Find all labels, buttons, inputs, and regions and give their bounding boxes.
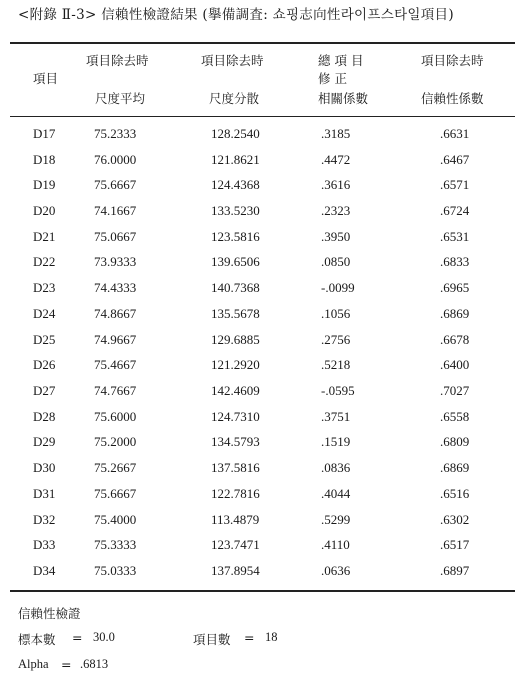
cell-alpha-if-deleted: .6809 [440,434,470,450]
cell-item-id: D18 [33,151,56,167]
table-row [0,558,520,584]
cell-scale-variance: 123.5816 [211,228,260,244]
header-corrected-correlation-line2: 修 正 [318,71,347,86]
cell-scale-variance: 142.4609 [211,383,260,399]
page-title: <附錄 Ⅱ-3> 信賴性檢證結果 (擧備調査: 쇼핑志向性라이프스타일項目) [18,7,454,23]
table-row [0,430,520,456]
cell-alpha-if-deleted: .6724 [440,203,470,219]
cell-scale-mean: 75.6000 [94,408,137,424]
cell-alpha-if-deleted: .6571 [440,177,470,193]
cell-item-id: D24 [33,305,56,321]
table-row [0,198,520,224]
cell-scale-mean: 74.8667 [94,305,137,321]
table-row [0,301,520,327]
cell-alpha-if-deleted: .6516 [440,485,470,501]
cell-scale-mean: 75.6667 [94,485,137,501]
cell-item-id: D22 [33,254,56,270]
cell-item-id: D26 [33,357,56,373]
table-row [0,275,520,301]
header-scale-variance-line2: 尺度分散 [209,91,260,106]
items-value: 18 [265,630,278,644]
cell-alpha-if-deleted: .6869 [440,460,470,476]
table-row [0,250,520,276]
cell-alpha-if-deleted: .6965 [440,280,470,296]
cell-scale-variance: 128.2540 [211,125,260,141]
cell-alpha-if-deleted: .6678 [440,331,470,347]
cell-scale-mean: 74.7667 [94,383,137,399]
cell-alpha-if-deleted: .6833 [440,254,470,270]
cell-scale-mean: 75.3333 [94,537,137,553]
cell-corrected-correlation: .3751 [321,408,351,424]
cell-scale-variance: 122.7816 [211,485,260,501]
cell-scale-variance: 137.5816 [211,460,260,476]
cell-scale-variance: 124.7310 [211,408,260,424]
cell-scale-mean: 75.2333 [94,125,137,141]
cell-item-id: D34 [33,563,56,579]
cell-scale-variance: 139.6506 [211,254,260,270]
cell-scale-mean: 75.0333 [94,563,137,579]
cell-item-id: D30 [33,460,56,476]
cell-item-id: D29 [33,434,56,450]
table-row [0,404,520,430]
table-row [0,533,520,559]
header-scale-variance-line1: 項目除去時 [201,53,264,68]
cell-corrected-correlation: .5218 [321,357,351,373]
cell-item-id: D17 [33,125,56,141]
cell-corrected-correlation: .5299 [321,511,351,527]
table-bottom-rule [10,590,515,592]
cell-scale-variance: 140.7368 [211,280,260,296]
cell-corrected-correlation: .3185 [321,125,351,141]
cell-scale-variance: 133.5230 [211,203,260,219]
cell-corrected-correlation: .1519 [321,434,351,450]
cell-item-id: D19 [33,177,56,193]
cell-scale-mean: 74.4333 [94,280,137,296]
cell-item-id: D31 [33,485,56,501]
cell-alpha-if-deleted: .6517 [440,537,470,553]
table-row [0,224,520,250]
cell-scale-mean: 73.9333 [94,254,137,270]
reliability-table-body [0,121,520,584]
table-row [0,121,520,147]
header-alpha-if-deleted-line1: 項目除去時 [421,53,484,68]
cell-scale-mean: 75.4667 [94,357,137,373]
cell-corrected-correlation: .0636 [321,563,351,579]
cases-value: 30.0 [93,630,115,644]
cell-item-id: D25 [33,331,56,347]
cell-scale-mean: 75.4000 [94,511,137,527]
cell-scale-mean: 75.2667 [94,460,137,476]
cell-scale-mean: 75.6667 [94,177,137,193]
cell-item-id: D28 [33,408,56,424]
cell-corrected-correlation: .2756 [321,331,351,347]
cell-alpha-if-deleted: .7027 [440,383,470,399]
cell-corrected-correlation: .0836 [321,460,351,476]
cell-corrected-correlation: .4110 [321,537,350,553]
cell-alpha-if-deleted: .6558 [440,408,470,424]
header-corrected-correlation-line3: 相關係數 [318,91,369,106]
alpha-value: .6813 [80,657,109,671]
header-corrected-correlation-line1: 總 項 目 [318,53,364,68]
table-row [0,507,520,533]
cell-item-id: D27 [33,383,56,399]
cell-item-id: D20 [33,203,56,219]
reliability-table [0,121,520,584]
table-row [0,327,520,353]
cell-alpha-if-deleted: .6400 [440,357,470,373]
header-scale-mean-line1: 項目除去時 [86,53,149,68]
table-row [0,378,520,404]
table-row [0,352,520,378]
table-header-rule [10,116,515,117]
header-scale-mean-line2: 尺度平均 [95,91,146,106]
cell-scale-variance: 113.4879 [211,511,260,527]
cell-alpha-if-deleted: .6302 [440,511,470,527]
cell-scale-variance: 123.7471 [211,537,260,553]
cell-corrected-correlation: .4044 [321,485,351,501]
cell-alpha-if-deleted: .6869 [440,305,470,321]
table-row [0,481,520,507]
cases-label: 標本數 [18,632,56,647]
cell-scale-variance: 121.8621 [211,151,260,167]
alpha-equals: = [61,657,72,672]
cell-corrected-correlation: .3616 [321,177,351,193]
cell-scale-variance: 134.5793 [211,434,260,450]
items-label: 項目數 [193,632,231,647]
cell-scale-variance: 129.6885 [211,331,260,347]
cell-alpha-if-deleted: .6897 [440,563,470,579]
cell-scale-mean: 74.9667 [94,331,137,347]
cell-scale-mean: 74.1667 [94,203,137,219]
cell-alpha-if-deleted: .6631 [440,125,470,141]
cell-item-id: D33 [33,537,56,553]
cell-corrected-correlation: .0850 [321,254,351,270]
cell-alpha-if-deleted: .6467 [440,151,470,167]
cell-scale-mean: 76.0000 [94,151,137,167]
cell-item-id: D23 [33,280,56,296]
cell-scale-variance: 137.8954 [211,563,260,579]
cell-scale-variance: 121.2920 [211,357,260,373]
table-row [0,172,520,198]
cell-scale-variance: 124.4368 [211,177,260,193]
header-alpha-if-deleted-line2: 信賴性係數 [421,91,484,106]
cell-corrected-correlation: .3950 [321,228,351,244]
cell-corrected-correlation: -.0099 [321,280,355,296]
cell-item-id: D21 [33,228,56,244]
cases-equals: = [72,630,83,645]
cell-scale-mean: 75.2000 [94,434,137,450]
cell-corrected-correlation: .4472 [321,151,351,167]
cell-corrected-correlation: .2323 [321,203,351,219]
table-top-rule [10,42,515,44]
header-item: 項目 [33,71,59,86]
cell-scale-variance: 135.5678 [211,305,260,321]
cell-corrected-correlation: .1056 [321,305,351,321]
table-row [0,455,520,481]
items-equals: = [244,630,255,645]
table-row [0,147,520,173]
alpha-label: Alpha [18,657,49,671]
cell-scale-mean: 75.0667 [94,228,137,244]
cell-corrected-correlation: -.0595 [321,383,355,399]
cell-item-id: D32 [33,511,56,527]
cell-alpha-if-deleted: .6531 [440,228,470,244]
footer-heading: 信賴性檢證 [18,606,81,621]
